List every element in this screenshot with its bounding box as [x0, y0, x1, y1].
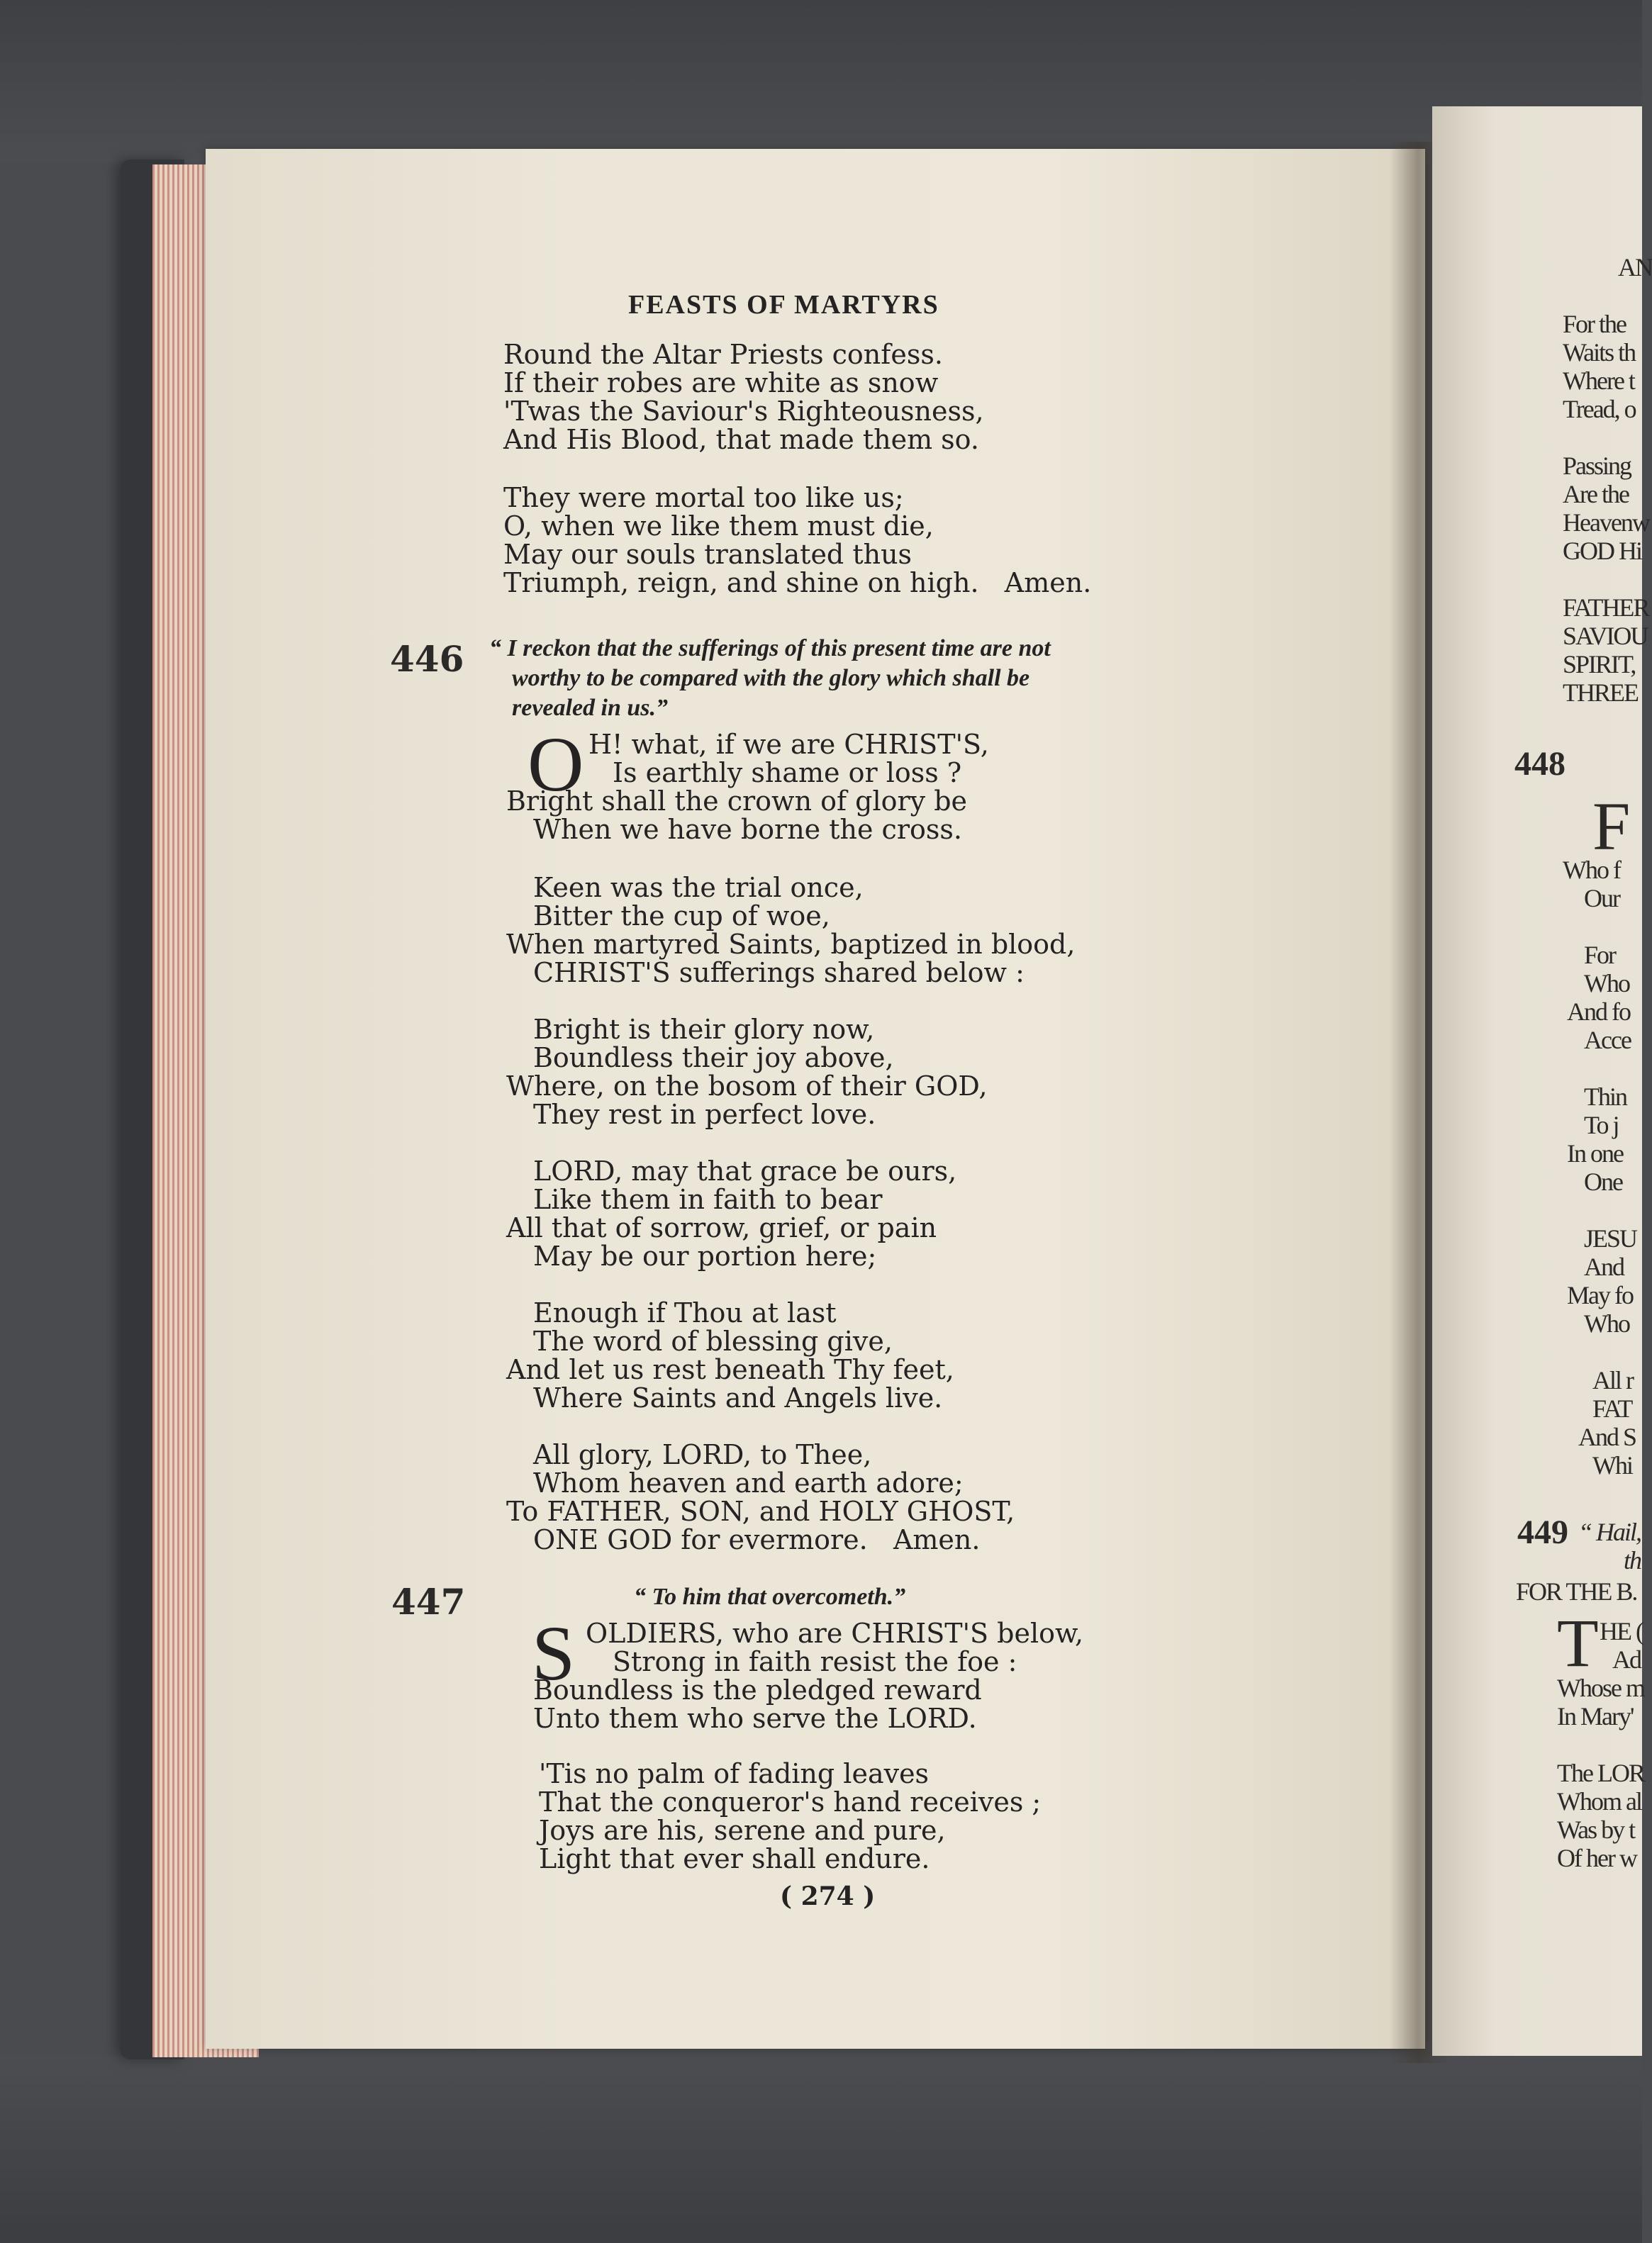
verse-line: Tread, o [1563, 395, 1636, 423]
hymn-subtitle: FOR THE B. [1516, 1577, 1637, 1606]
page-number: ( 274 ) [780, 1881, 876, 1911]
verse-line: LORD, may that grace be ours, [533, 1156, 957, 1187]
verse-line: O, when we like them must die, [503, 510, 934, 542]
verse-line: Boundless their joy above, [533, 1042, 894, 1073]
verse-line: Boundless is the pledged reward [533, 1674, 982, 1706]
verse-line: ONE GOD for evermore. Amen. [533, 1524, 981, 1555]
verse-line: Is earthly shame or loss ? [613, 757, 962, 788]
hymn-number: 446 [390, 638, 464, 680]
verse-line: Enough if Thou at last [533, 1297, 837, 1329]
verse-line: Our [1584, 884, 1619, 912]
verse-line: SPIRIT, [1563, 650, 1636, 678]
hymn-number: 447 [391, 1581, 466, 1623]
verse-line: They were mortal too like us; [503, 482, 904, 513]
verse-line: Ad [1612, 1645, 1641, 1674]
verse-line: And let us rest beneath Thy feet, [506, 1354, 954, 1385]
verse-line: Who [1584, 1309, 1629, 1338]
background-bottom [0, 2056, 1642, 2243]
verse-line: Whom heaven and earth adore; [533, 1467, 964, 1499]
hymn-epigraph: revealed in us.” [512, 695, 669, 721]
verse-line: In Mary' [1557, 1702, 1634, 1730]
verse-line: Who [1584, 969, 1629, 997]
verse-line: And His Blood, that made them so. [503, 424, 979, 455]
verse-line: Triumph, reign, and shine on high. Amen. [503, 567, 1092, 598]
verse-line: For [1584, 941, 1616, 969]
verse-line: 'Tis no palm of fading leaves [539, 1758, 930, 1789]
verse-line: THREE [1563, 678, 1638, 707]
verse-line: All r [1592, 1366, 1633, 1394]
verse-line: When martyred Saints, baptized in blood, [506, 929, 1076, 960]
verse-line: Like them in faith to bear [533, 1184, 883, 1215]
verse-line: OLDIERS, who are CHRIST'S below, [586, 1618, 1084, 1649]
verse-line: Bright is their glory now, [533, 1014, 875, 1045]
verse-line: To FATHER, SON, and HOLY GHOST, [506, 1496, 1015, 1527]
verse-line: JESU [1584, 1224, 1637, 1253]
verse-line: 'Twas the Saviour's Righteousness, [503, 396, 984, 427]
verse-line: Of her w [1557, 1844, 1636, 1872]
drop-cap: F [1592, 788, 1631, 864]
verse-line: May fo [1567, 1281, 1633, 1309]
right-page [1432, 106, 1652, 2056]
verse-line: GOD Hi [1563, 537, 1641, 565]
verse-line: Acce [1584, 1026, 1631, 1054]
verse-line: Bitter the cup of woe, [533, 900, 830, 932]
verse-line: Waits th [1563, 338, 1636, 367]
verse-line: HE ( [1600, 1617, 1643, 1645]
verse-line: Was by t [1557, 1816, 1635, 1844]
verse-line: They rest in perfect love. [533, 1099, 876, 1130]
verse-line: CHRIST'S sufferings shared below : [533, 957, 1025, 988]
verse-line: H! what, if we are CHRIST'S, [588, 729, 989, 760]
verse-line: Where, on the bosom of their GOD, [506, 1070, 988, 1102]
hymn-number: 448 [1514, 745, 1566, 783]
verse-line: Whi [1592, 1451, 1632, 1480]
verse-line: All that of sorrow, grief, or pain [506, 1212, 937, 1243]
verse-line: All glory, LORD, to Thee, [533, 1439, 872, 1470]
verse-line: Passing [1563, 452, 1631, 480]
verse-line: Who f [1563, 856, 1620, 884]
hymn-epigraph: th [1624, 1546, 1641, 1574]
verse-line: Strong in faith resist the foe : [613, 1646, 1017, 1677]
drop-cap: O [528, 721, 584, 807]
verse-line: Heavenw [1563, 508, 1649, 537]
verse-line: May be our portion here; [533, 1241, 877, 1272]
verse-line: To j [1584, 1111, 1619, 1139]
hymn-epigraph: “ Hail, [1578, 1518, 1641, 1546]
hymn-epigraph: worthy to be compared with the glory which shall be [512, 665, 1030, 691]
verse-line: Where Saints and Angels live. [533, 1382, 943, 1414]
verse-line: Whom al [1557, 1787, 1641, 1816]
verse-line: SAVIOU [1563, 622, 1648, 650]
verse-line: One [1584, 1168, 1622, 1196]
verse-line: Where t [1563, 367, 1634, 395]
left-page [206, 149, 1425, 2049]
hymn-number: 449 [1517, 1514, 1568, 1551]
verse-line: Round the Altar Priests confess. [503, 339, 943, 370]
verse-line: Light that ever shall endure. [539, 1843, 930, 1874]
verse-line: Joys are his, serene and pure, [539, 1815, 946, 1846]
verse-line: Keen was the trial once, [533, 872, 864, 903]
verse-line: May our souls translated thus [503, 539, 912, 570]
verse-line: When we have borne the cross. [533, 814, 962, 845]
hymn-epigraph: “ To him that overcometh.” [634, 1584, 906, 1610]
running-head: FEASTS OF MARTYRS [628, 290, 939, 320]
drop-cap: S [532, 1610, 576, 1696]
verse-line: And fo [1567, 997, 1630, 1026]
running-head: AN [1618, 253, 1652, 281]
verse-line: If their robes are white as snow [503, 367, 939, 398]
background-top [0, 0, 1642, 163]
verse-line: Bright shall the crown of glory be [506, 785, 968, 817]
verse-line: For the [1563, 310, 1626, 338]
verse-line: Whose m [1557, 1674, 1644, 1702]
verse-line: FATHER [1563, 593, 1649, 622]
verse-line: FAT [1592, 1394, 1632, 1423]
verse-line: That the conqueror's hand receives ; [539, 1786, 1042, 1818]
verse-line: Thin [1584, 1083, 1626, 1111]
verse-line: Unto them who serve the LORD. [533, 1703, 977, 1734]
verse-line: The word of blessing give, [533, 1326, 893, 1357]
hymn-epigraph: “ I reckon that the sufferings of this present time are not [489, 635, 1051, 661]
verse-line: And [1584, 1253, 1624, 1281]
verse-line: In one [1567, 1139, 1623, 1168]
verse-line: Are the [1563, 480, 1629, 508]
verse-line: And S [1578, 1423, 1636, 1451]
drop-cap: T [1557, 1605, 1599, 1681]
verse-line: The LOR [1557, 1759, 1644, 1787]
